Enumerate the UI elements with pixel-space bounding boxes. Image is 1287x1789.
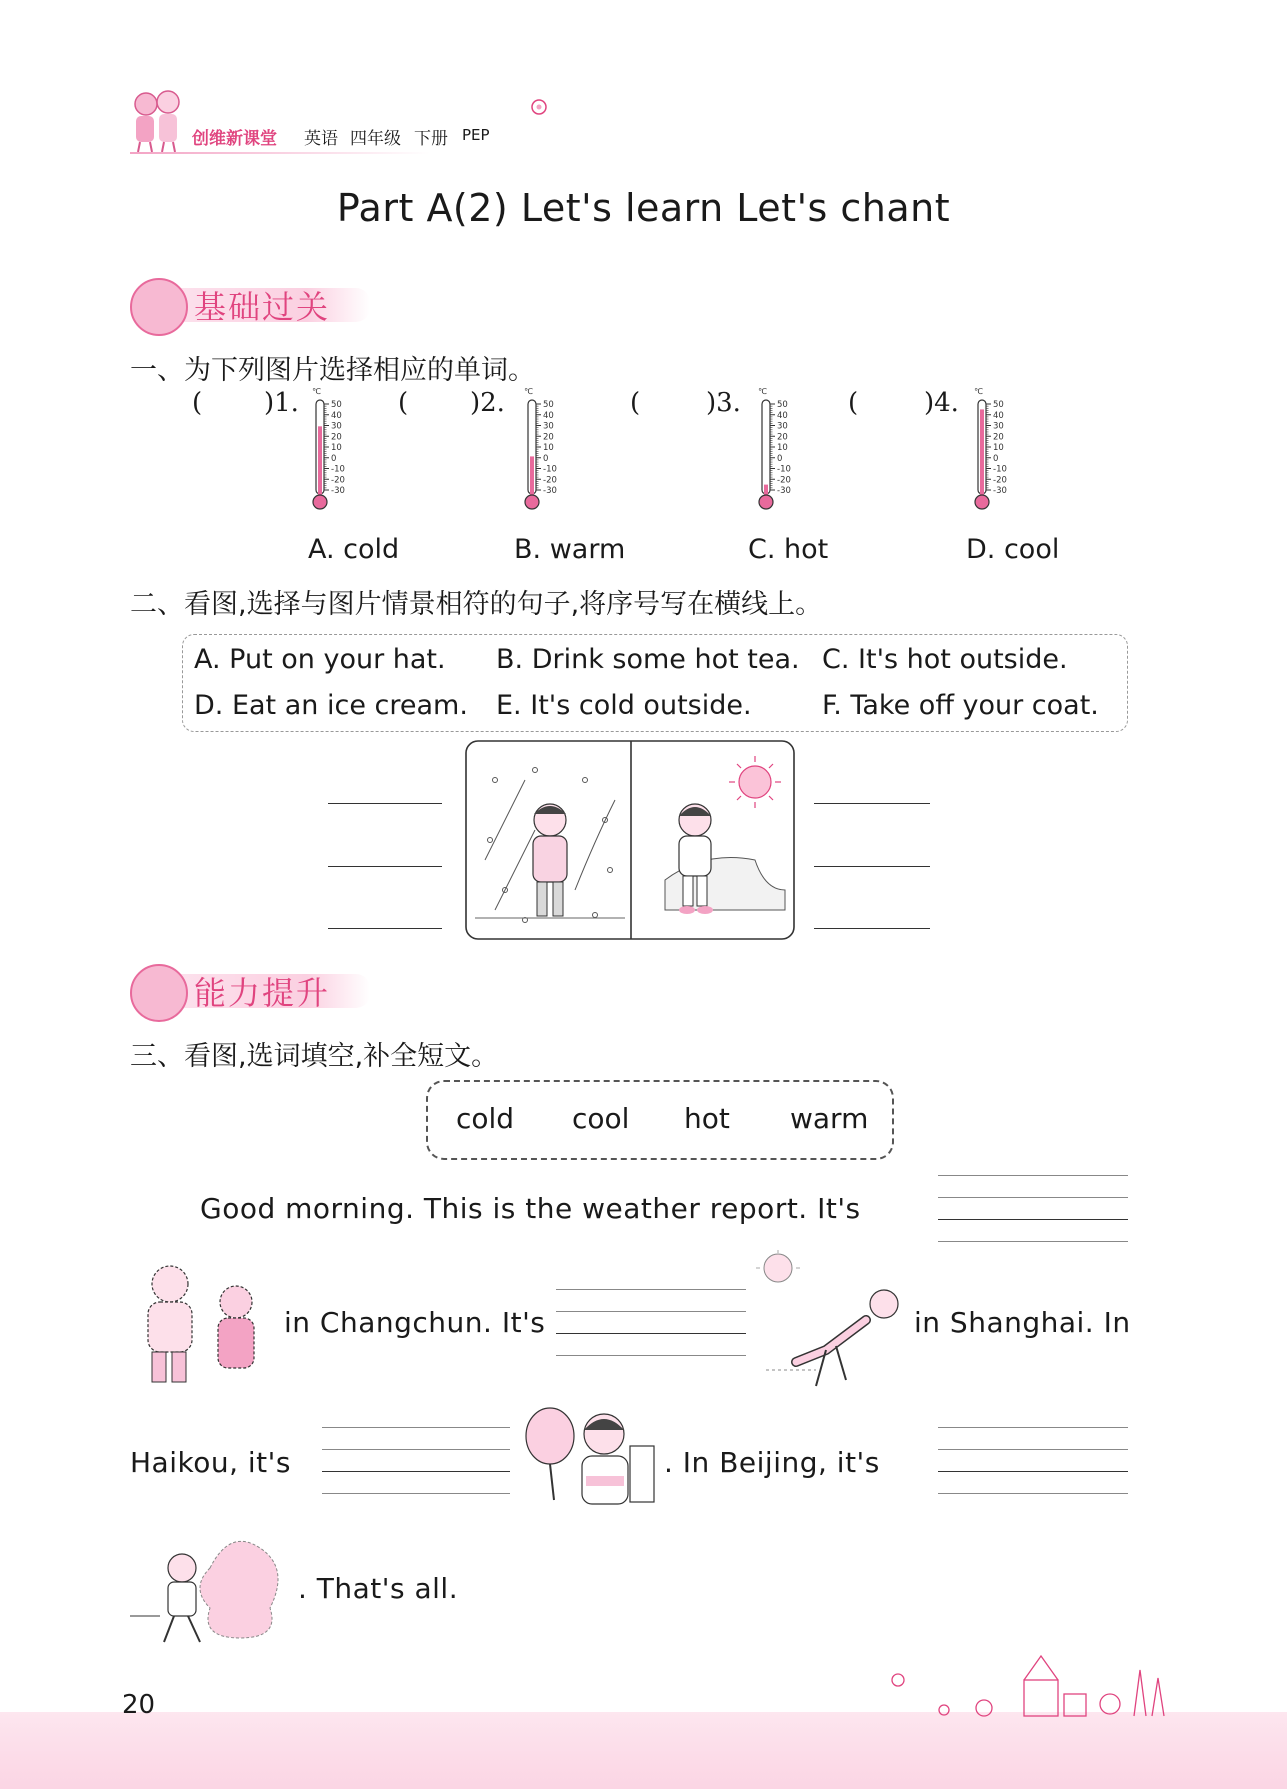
scale-label: 10 (543, 443, 554, 453)
boy-with-fan-picture (520, 1400, 664, 1516)
autumn-walk-picture (130, 1528, 290, 1648)
passage-line-3b: . In Beijing, it's (664, 1446, 880, 1479)
item-label: )3. (706, 388, 741, 418)
q1-option-a: A. cold (308, 534, 400, 565)
answer-line[interactable] (814, 866, 930, 867)
scale-label: -20 (777, 475, 791, 486)
page-title: Part A(2) Let's learn Let's chant (336, 186, 951, 230)
q2-option-e: E. It's cold outside. (496, 690, 752, 721)
scale-label: 10 (777, 443, 788, 453)
thermometer-icon (968, 386, 1016, 516)
scale-label: -20 (993, 475, 1007, 486)
scale-label: -30 (543, 486, 557, 496)
svg-text:℃: ℃ (974, 387, 983, 396)
q2-prompt: 二、看图,选择与图片情景相符的句子,将序号写在横线上。 (130, 589, 823, 620)
scale-label: 10 (331, 443, 342, 453)
brand-name: 创维新课堂 (192, 129, 277, 149)
q2-option-f: F. Take off your coat. (822, 690, 1099, 721)
q2-option-d: D. Eat an ice cream. (194, 690, 468, 721)
passage-line-2b: in Shanghai. In (914, 1306, 1131, 1339)
scale-label: 20 (777, 432, 788, 443)
scale-label: 0 (777, 453, 783, 464)
footer-band (0, 1712, 1287, 1789)
scale-label: -10 (543, 464, 557, 475)
scale-label: 20 (543, 432, 554, 443)
scale-label: 0 (331, 453, 337, 464)
flower-icon (528, 98, 550, 116)
passage-line-4: . That's all. (298, 1572, 459, 1605)
scale-label: 10 (993, 443, 1004, 453)
bank-word-hot: hot (684, 1102, 730, 1135)
q1-option-d: D. cool (966, 534, 1060, 565)
scale-label: -20 (331, 475, 345, 486)
scale-label: 50 (543, 400, 554, 410)
scale-label: -20 (543, 475, 557, 486)
header-underline (130, 152, 430, 154)
scale-label: -30 (331, 486, 345, 496)
scale-label: 30 (331, 421, 342, 432)
thermometer-icon (306, 386, 354, 516)
passage-line-1: Good morning. This is the weather report. It's (200, 1192, 861, 1225)
scale-label: 50 (993, 400, 1004, 410)
scale-label: -30 (993, 486, 1007, 496)
scale-label: 40 (777, 410, 788, 421)
volume: 下册 (414, 129, 448, 149)
scale-label: 40 (331, 410, 342, 421)
answer-line[interactable] (814, 803, 930, 804)
answer-blank[interactable]: ( (630, 388, 641, 418)
scale-label: -10 (331, 464, 345, 475)
scale-label: -30 (777, 486, 791, 496)
scale-label: -10 (777, 464, 791, 475)
scale-label: 50 (331, 400, 342, 410)
section-title-basic: 基础过关 (194, 288, 331, 326)
scale-label: -10 (993, 464, 1007, 475)
subject: 英语 (304, 129, 338, 149)
scale-label: 30 (993, 421, 1004, 432)
grade: 四年级 (350, 129, 401, 149)
answer-line[interactable] (328, 928, 442, 929)
svg-text:℃: ℃ (524, 387, 533, 396)
castle-decoration-icon (884, 1650, 1174, 1720)
bank-word-cool: cool (572, 1102, 630, 1135)
section-title-advanced: 能力提升 (194, 974, 331, 1012)
thermometer-icon (518, 386, 566, 516)
answer-line[interactable] (814, 928, 930, 929)
svg-text:℃: ℃ (312, 387, 321, 396)
q2-option-b: B. Drink some hot tea. (496, 644, 800, 675)
scale-label: 40 (543, 410, 554, 421)
thermometer-icon (752, 386, 800, 516)
q1-option-b: B. warm (514, 534, 626, 565)
passage-line-3a: Haikou, it's (130, 1446, 291, 1479)
q3-prompt: 三、看图,选词填空,补全短文。 (130, 1041, 499, 1072)
answer-blank[interactable]: ( (398, 388, 409, 418)
hot-man-picture (756, 1250, 908, 1396)
q1-prompt: 一、为下列图片选择相应的单词。 (130, 355, 535, 386)
answer-line[interactable] (328, 803, 442, 804)
bank-word-warm: warm (790, 1102, 869, 1135)
cold-hot-picture (465, 740, 795, 940)
page-number: 20 (122, 1690, 156, 1720)
item-label: )1. (264, 388, 299, 418)
q1-option-c: C. hot (748, 534, 829, 565)
passage-line-2a: in Changchun. It's (284, 1306, 546, 1339)
svg-text:℃: ℃ (758, 387, 767, 396)
edition: PEP (462, 126, 490, 144)
cold-people-picture (128, 1258, 272, 1388)
answer-blank[interactable]: ( (848, 388, 859, 418)
item-label: )2. (470, 388, 505, 418)
scale-label: 20 (993, 432, 1004, 443)
answer-line[interactable] (328, 866, 442, 867)
item-label: )4. (924, 388, 959, 418)
q2-option-a: A. Put on your hat. (194, 644, 446, 675)
scale-label: 0 (993, 453, 999, 464)
scale-label: 0 (543, 453, 549, 464)
bank-word-cold: cold (456, 1102, 515, 1135)
section-badge-icon (130, 278, 188, 336)
scale-label: 50 (777, 400, 788, 410)
answer-blank[interactable]: ( (192, 388, 203, 418)
scale-label: 30 (777, 421, 788, 432)
scale-label: 20 (331, 432, 342, 443)
scale-label: 40 (993, 410, 1004, 421)
section-badge-icon (130, 964, 188, 1022)
scale-label: 30 (543, 421, 554, 432)
q2-option-c: C. It's hot outside. (822, 644, 1068, 675)
kids-logo-icon (128, 88, 188, 154)
